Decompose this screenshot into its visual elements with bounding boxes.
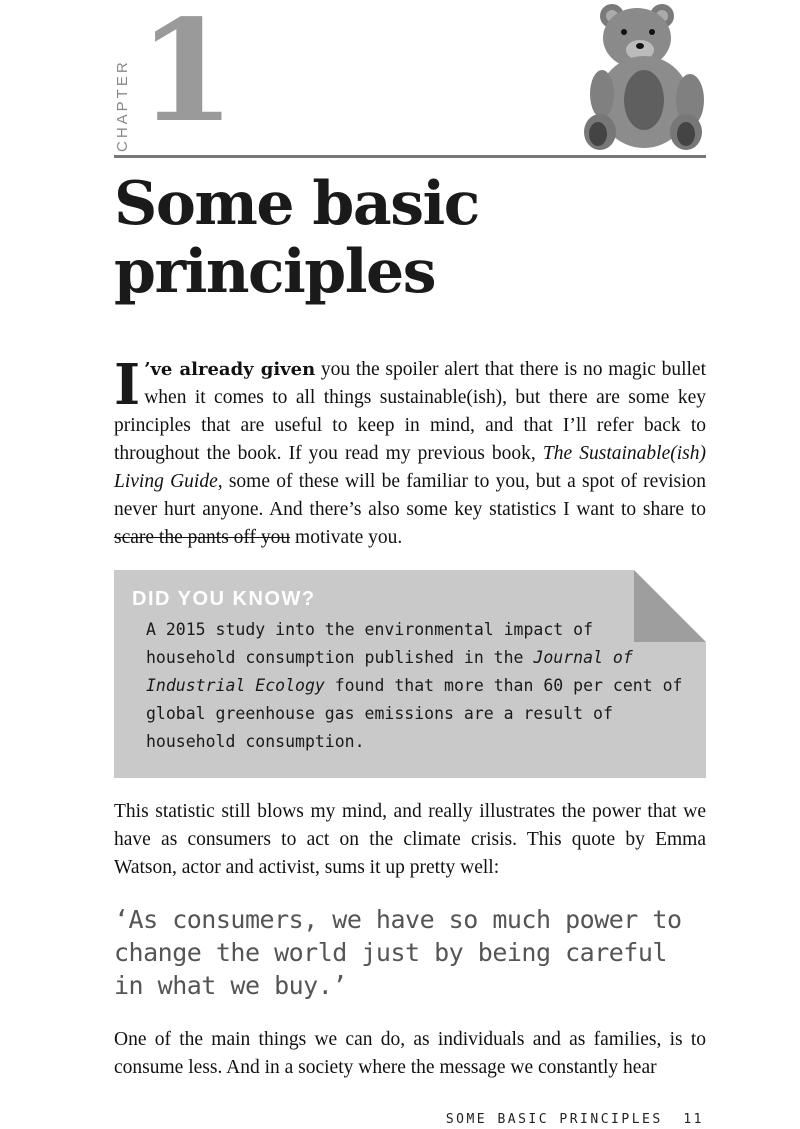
intro-paragraph (114, 352, 706, 552)
struck-text: scare the pants off you (114, 527, 291, 548)
body-paragraph-3: One of the main things we can do, as individuals and as families, is to consume less. And in a society where the message we constantly hear (114, 1029, 706, 1078)
journal-name: Journal of Industrial Ecology (146, 648, 633, 695)
did-you-know-label: DID YOU KNOW? (132, 588, 316, 610)
page-number: 11 (683, 1112, 704, 1127)
running-title: SOME BASIC PRINCIPLES (445, 1112, 663, 1127)
chapter-label: CHAPTER (114, 59, 131, 152)
fact-text-1: A 2015 study into the environmental impact of household consumption published in the (146, 620, 594, 667)
chapter-title (114, 170, 714, 306)
did-you-know-text (146, 616, 686, 756)
title-line-2: principles (114, 237, 436, 307)
lead-in: ’ve already given (144, 359, 316, 380)
intro-text-1: you the spoiler alert that there is no magic bullet when it comes to all things sustainable(ish), but there are some key principles that are useful to keep in mind, and that I’ll refer back to throughout the book. If you read my previous book, (114, 359, 706, 464)
intro-text-2: , some of these will be familiar to you, but a spot of revision never hurt anyone. And there’s also some key statistics I want to share to (114, 471, 706, 520)
body-paragraph-2: This statistic still blows my mind, and really illustrates the power that we have as consumers to act on the climate crisis. This quote by Emma Watson, actor and activist, sums it up pretty well: (114, 801, 706, 878)
did-you-know-box (114, 570, 706, 778)
title-line-1: Some basic (114, 169, 479, 239)
chapter-number: 1 (138, 0, 236, 154)
fact-text-2: found that more than 60 per cent of global greenhouse gas emissions are a result of household consumption. (146, 676, 683, 751)
page-footer (446, 1112, 704, 1127)
chapter-divider (114, 155, 706, 158)
teddy-bear-illustration (582, 2, 708, 154)
book-title: The Sustainable(ish) Living Guide (114, 443, 706, 492)
pull-quote: ‘As consumers, we have so much power to change the world just by being careful in what we buy.’ (114, 905, 682, 1000)
drop-cap: I (114, 352, 141, 418)
intro-text-3: motivate you. (290, 527, 403, 548)
